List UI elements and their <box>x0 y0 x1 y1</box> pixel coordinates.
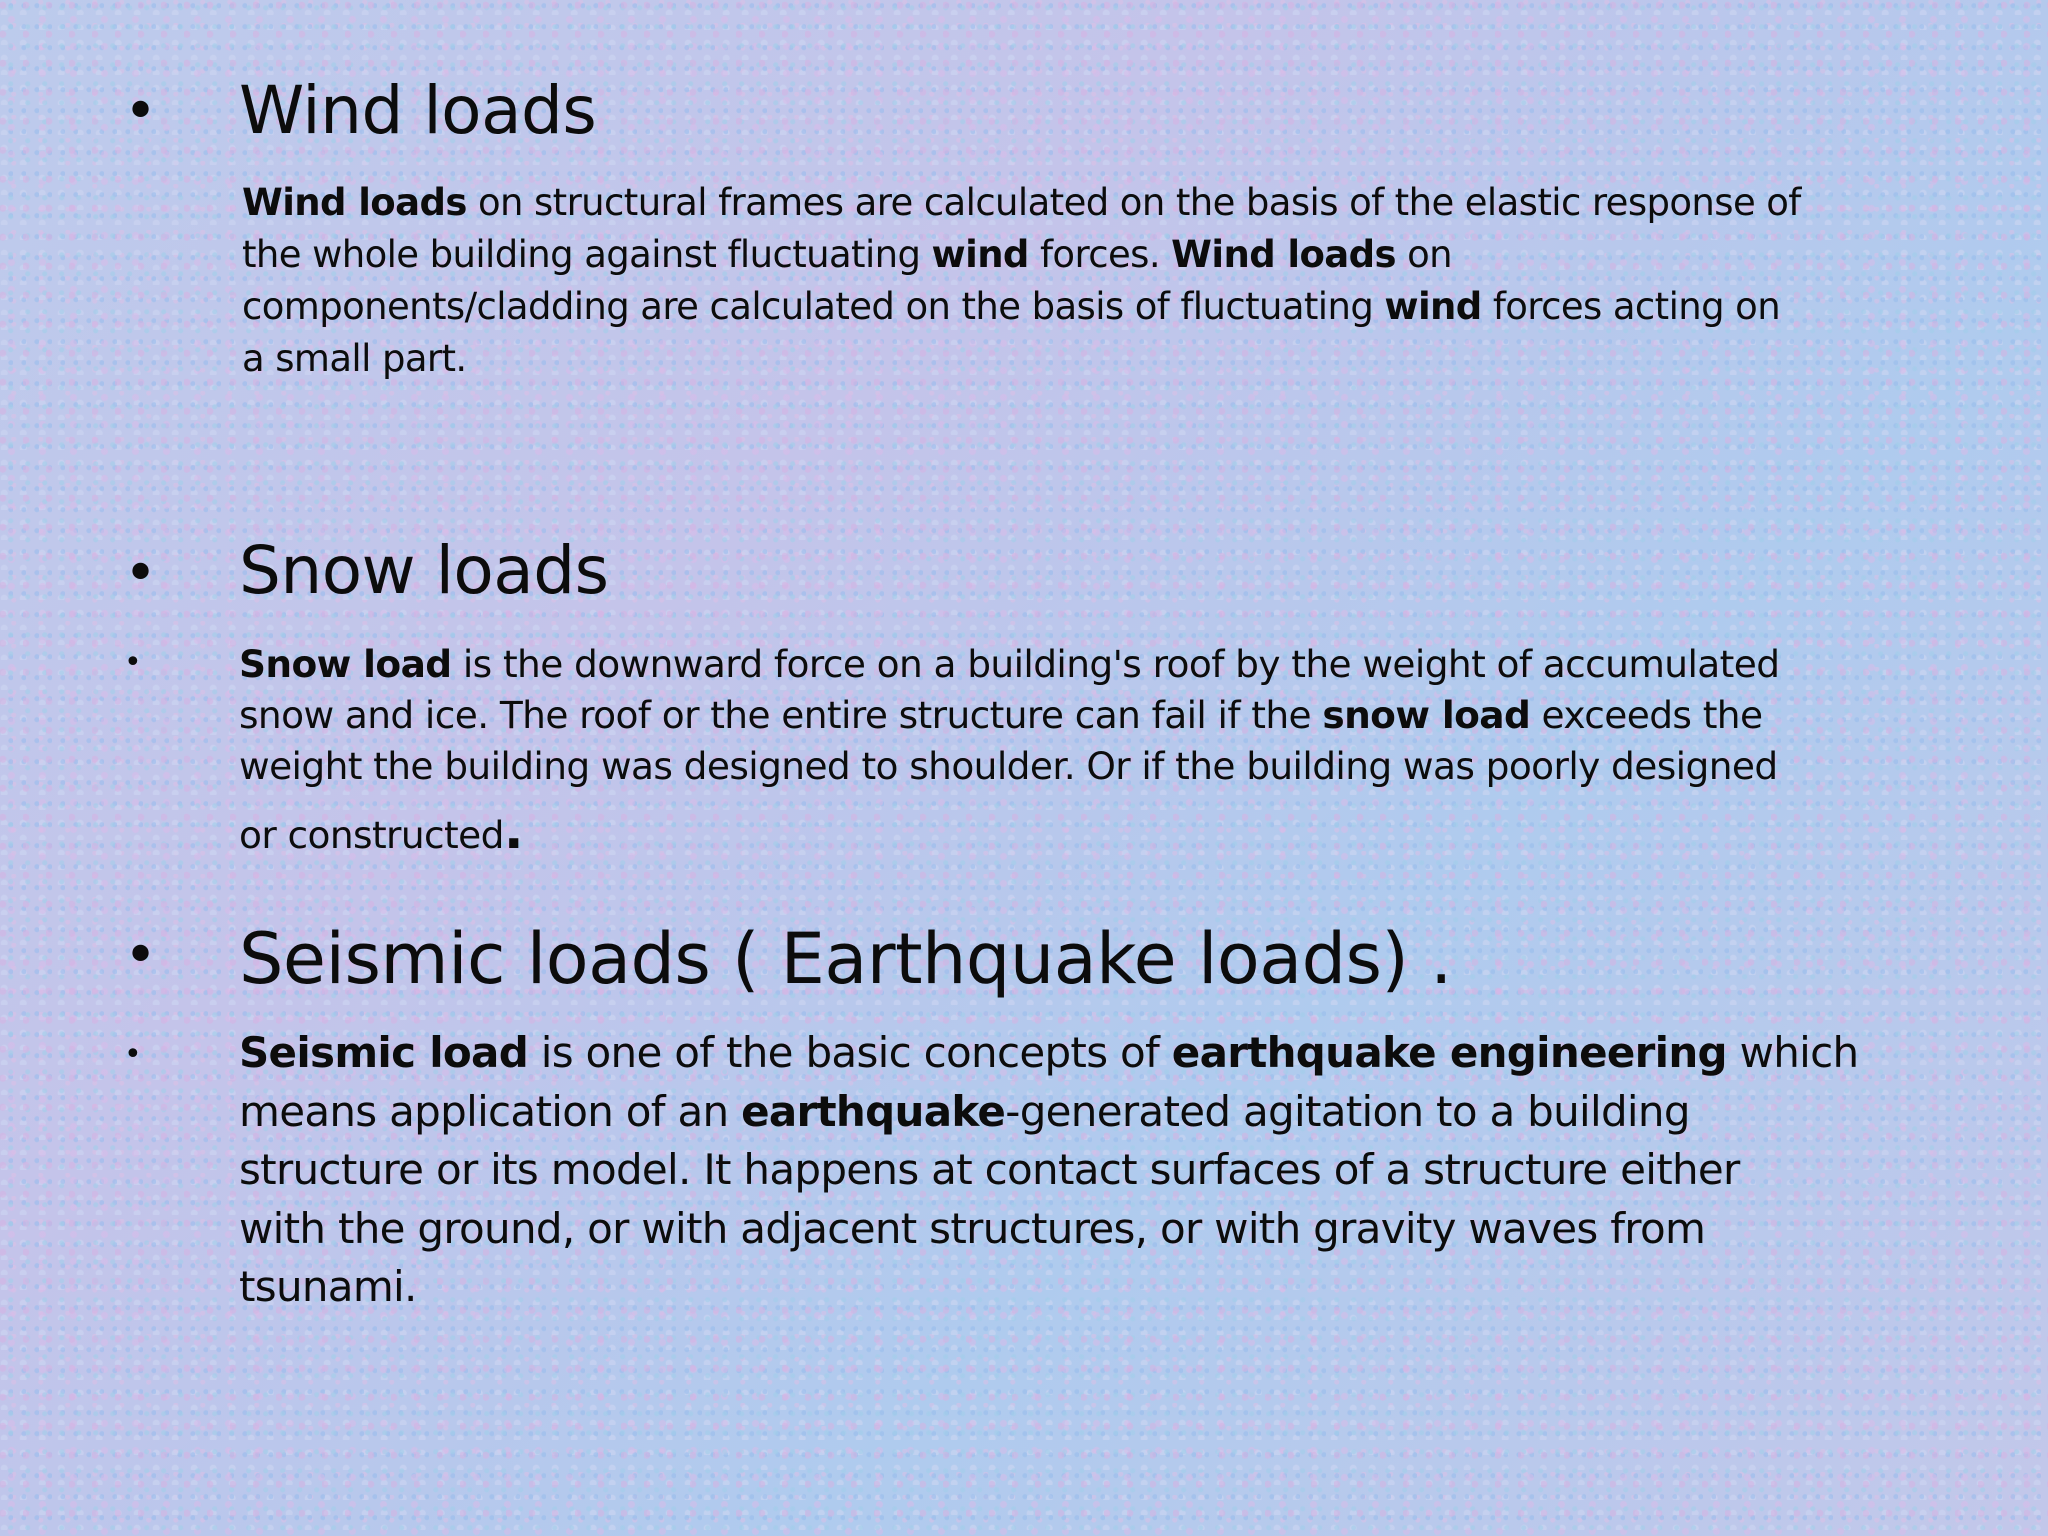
text-run: is the downward force on a building's roof by the weight of accumulated <box>451 642 1780 686</box>
paragraph-line <box>242 333 1962 385</box>
text-run: forces. <box>1028 233 1172 276</box>
text-run: -generated agitation to a building <box>1005 1086 1690 1136</box>
wind-heading-bullet: • <box>124 79 158 144</box>
seismic-paragraph-bullet: • <box>124 1037 142 1072</box>
wind-loads-paragraph <box>242 177 1962 385</box>
text-run: on <box>1395 233 1453 276</box>
paragraph-line <box>242 177 1962 229</box>
text-run: with the ground, or with adjacent structures, or with gravity waves from <box>239 1203 1706 1253</box>
seismic-heading-bullet: • <box>124 923 158 988</box>
text-run: components/cladding are calculated on the basis of fluctuating <box>242 285 1385 328</box>
text-run: is one of the basic concepts of <box>528 1028 1172 1077</box>
text-run: weight the building was designed to shoulder. Or if the building was poorly designed <box>239 744 1778 788</box>
bold-text-run: earthquake <box>741 1086 1006 1136</box>
paragraph-line <box>239 1200 1959 1259</box>
bold-text-run: Snow load <box>239 642 452 686</box>
snow-paragraph-bullet: • <box>124 645 142 680</box>
seismic-loads-paragraph <box>239 1024 1959 1317</box>
snow-last-dot: . <box>503 801 523 861</box>
paragraph-line <box>242 281 1962 333</box>
bold-text-run: Seismic load <box>239 1028 529 1077</box>
bold-text-run: wind <box>1384 285 1482 328</box>
bold-text-run: Wind loads <box>1171 233 1396 276</box>
wind-loads-heading: Wind loads <box>239 72 597 149</box>
text-run: a small part. <box>242 337 467 380</box>
paragraph-line <box>239 1258 1959 1317</box>
snow-heading-bullet: • <box>124 541 158 606</box>
text-run: snow and ice. The roof or the entire structure can fail if the <box>239 693 1323 737</box>
bold-text-run: earthquake engineering <box>1171 1028 1727 1077</box>
text-run: exceeds the <box>1530 693 1763 737</box>
paragraph-line <box>239 690 1959 741</box>
text-run: the whole building against fluctuating <box>242 233 932 276</box>
paragraph-line <box>239 639 1959 690</box>
snow-loads-heading: Snow loads <box>239 532 609 609</box>
text-run: structure or its model. It happens at contact surfaces of a structure either <box>239 1145 1740 1194</box>
paragraph-line <box>239 1083 1959 1142</box>
text-run: means application of an <box>239 1086 742 1136</box>
paragraph-line <box>242 229 1962 281</box>
text-run: on structural frames are calculated on the basis of the elastic response of <box>466 181 1801 224</box>
text-run: tsunami. <box>239 1262 417 1311</box>
snow-last-line <box>239 801 1959 861</box>
text-run: forces acting on <box>1481 285 1781 328</box>
paragraph-line <box>239 741 1959 792</box>
bold-text-run: snow load <box>1322 693 1531 737</box>
snow-paragraph-lines <box>239 639 1959 792</box>
snow-loads-paragraph <box>239 639 1959 861</box>
snow-last-line-text: or constructed <box>239 813 504 857</box>
bold-text-run: Wind loads <box>242 181 467 224</box>
bold-text-run: wind <box>931 233 1029 276</box>
paragraph-line <box>239 1141 1959 1200</box>
text-run: which <box>1726 1028 1859 1077</box>
seismic-loads-heading: Seismic loads ( Earthquake loads) . <box>239 918 1452 1000</box>
paragraph-line <box>239 1024 1959 1083</box>
